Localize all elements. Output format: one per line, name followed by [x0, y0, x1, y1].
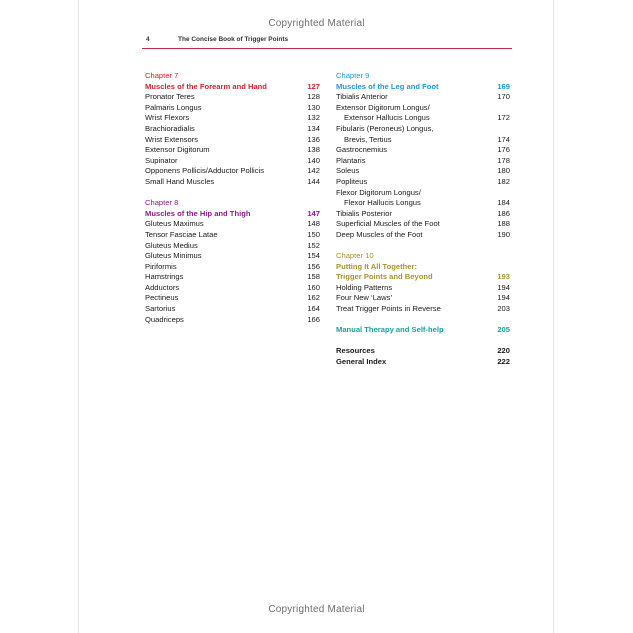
toc-entry[interactable]: Extensor Digitorum 138 — [145, 145, 320, 155]
toc-entry[interactable]: Tibialis Anterior 170 — [336, 92, 510, 102]
toc-entry[interactable]: Sartorius 164 — [145, 304, 320, 314]
toc-entry[interactable]: Soleus 180 — [336, 166, 510, 176]
toc-entry[interactable]: Flexor Digitorum Longus/ — [336, 187, 421, 197]
toc-entry[interactable]: Gluteus Medius 152 — [145, 240, 320, 250]
toc-entry[interactable]: Pronator Teres 128 — [145, 92, 320, 102]
toc-left-column — [145, 71, 320, 325]
toc-entry[interactable]: Pectineus 162 — [145, 293, 320, 303]
manual-therapy-entry[interactable]: Manual Therapy and Self-help 205 — [336, 325, 510, 335]
chapter-9-title[interactable]: Muscles of the Leg and Foot 169 — [336, 81, 510, 91]
toc-entry[interactable]: Four New ‘Laws’ 194 — [336, 293, 510, 303]
header-rule — [142, 48, 512, 49]
toc-entry[interactable]: Adductors 160 — [145, 282, 320, 292]
toc-entry[interactable]: Piriformis 156 — [145, 261, 320, 271]
toc-entry[interactable]: Gluteus Maximus 148 — [145, 219, 320, 229]
toc-entry[interactable]: Gluteus Minimus 154 — [145, 251, 320, 261]
toc-entry[interactable]: Quadriceps 166 — [145, 314, 320, 324]
toc-entry[interactable]: Opponens Pollicis/Adductor Pollicis 142 — [145, 166, 320, 176]
chapter-10-title-line1[interactable]: Putting It All Together: — [336, 261, 417, 271]
resources-entry[interactable]: Resources 220 — [336, 346, 510, 356]
toc-entry[interactable]: Small Hand Muscles 144 — [145, 176, 320, 186]
toc-entry[interactable]: Wrist Flexors 132 — [145, 113, 320, 123]
toc-entry[interactable]: Treat Trigger Points in Reverse 203 — [336, 304, 510, 314]
toc-entry[interactable]: Plantaris 178 — [336, 155, 510, 165]
toc-entry[interactable]: Extensor Hallucis Longus 172 — [344, 113, 510, 123]
running-title: The Concise Book of Trigger Points — [178, 36, 289, 43]
toc-entry[interactable]: Extensor Digitorum Longus/ — [336, 102, 430, 112]
chapter-8-label: Chapter 8 — [145, 198, 179, 208]
toc-entry[interactable]: Fibularis (Peroneus) Longus, — [336, 123, 434, 133]
toc-right-column — [336, 71, 510, 368]
chapter-10-label: Chapter 10 — [336, 251, 374, 261]
chapter-10-title-line2[interactable]: Trigger Points and Beyond 193 — [336, 272, 510, 282]
chapter-8-title[interactable]: Muscles of the Hip and Thigh 147 — [145, 208, 320, 218]
toc-entry[interactable]: Tensor Fasciae Latae 150 — [145, 229, 320, 239]
toc-entry[interactable]: Tibialis Posterior 186 — [336, 208, 510, 218]
watermark-top: Copyrighted Material — [268, 18, 365, 29]
page-number: 4 — [146, 36, 150, 43]
toc-entry[interactable]: Supinator 140 — [145, 155, 320, 165]
toc-entry[interactable]: Hamstrings 158 — [145, 272, 320, 282]
chapter-7-label: Chapter 7 — [145, 71, 179, 80]
toc-entry[interactable]: Holding Patterns 194 — [336, 282, 510, 292]
toc-entry[interactable]: Wrist Extensors 136 — [145, 134, 320, 144]
chapter-7-title[interactable]: Muscles of the Forearm and Hand 127 — [145, 81, 320, 91]
running-head — [144, 36, 512, 48]
toc-entry[interactable]: Popliteus 182 — [336, 176, 510, 186]
toc-entry[interactable]: Gastrocnemius 176 — [336, 145, 510, 155]
toc-entry[interactable]: Palmaris Longus 130 — [145, 102, 320, 112]
toc-entry[interactable]: Superficial Muscles of the Foot 188 — [336, 219, 510, 229]
toc-entry[interactable]: Flexor Hallucis Longus 184 — [344, 198, 510, 208]
toc-entry[interactable]: Brevis, Tertius 174 — [344, 134, 510, 144]
watermark-bottom: Copyrighted Material — [268, 604, 365, 615]
general-index-entry[interactable]: General Index 222 — [336, 357, 510, 367]
toc-entry[interactable]: Deep Muscles of the Foot 190 — [336, 229, 510, 239]
toc-entry[interactable]: Brachioradialis 134 — [145, 123, 320, 133]
chapter-9-label: Chapter 9 — [336, 71, 370, 80]
